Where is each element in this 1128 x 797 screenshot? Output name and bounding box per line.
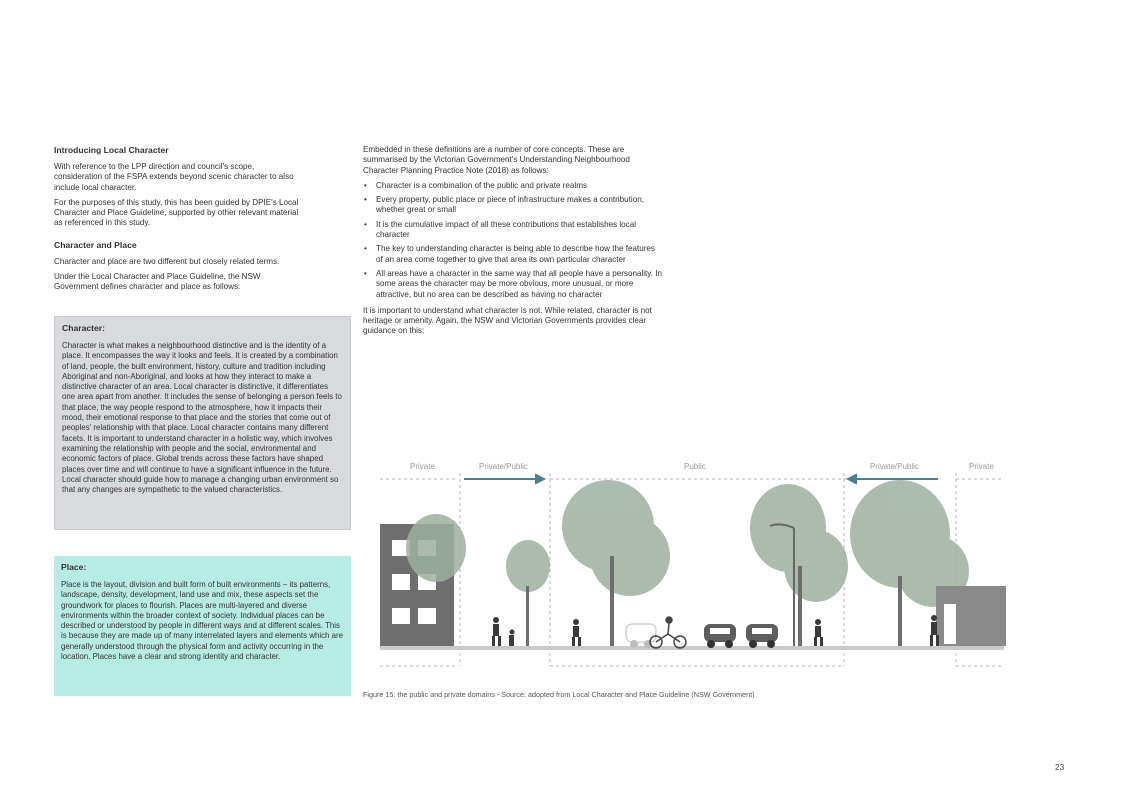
place-box-title: Place: [61,562,87,572]
label-private-public-right: Private/Public [870,462,919,471]
list-item: • Every property, public place or piece of infrastructure makes a contribution, whether great or small [363,195,663,216]
list-item: • All areas have a character in the same way that all people have a personality. In some areas the character may be more obvious, more unusual, or more attractive, but no area can be described as having no character [363,269,663,300]
label-private-public-left: Private/Public [479,462,528,471]
place-box-body: Place is the layout, division and built form of built environments – its patterns, landscape, density, development, land use and mix, these aspects set the groundwork for places to flourish. Places are multi-layered and diverse environments within the broader context of society. Individual places can be described or understood by people in different ways and at different scales. This is because they are made up of many interrelated layers and elements which are generally understood through the physical form and activity occurring in the location. Places have a clear and strong identity and character. [61,580,344,662]
ground-line [380,646,1004,650]
figure-caption: Figure 15: the public and private domains - Source: adopted from Local Character and Place Guideline (NSW Government) [363,690,755,699]
label-public: Public [684,462,706,471]
label-private-left: Private [410,462,435,471]
building-right [936,586,1006,646]
street-section-figure [378,456,1006,671]
cars [626,624,778,648]
cp-paragraph-1: Character and place are two different but closely related terms. [54,256,280,266]
heading-introducing-local-character: Introducing Local Character [54,145,169,155]
place-definition-box [54,556,351,696]
character-box-title: Character: [62,323,105,333]
core-concepts-list [363,181,663,300]
street-section-illustration [378,456,1006,671]
heading-character-and-place: Character and Place [54,239,137,250]
middle-column [363,145,663,342]
character-box-body: Character is what makes a neighbourhood distinctive and is the identity of a place. It encompasses the way it looks and feels. It is created by a combination of land, people, the built environment, history, culture and tradition including Aboriginal and non-Aboriginal, and looks at how they interact to make a distinctive character of an area. Local character is distinctive, it differentiates one area apart from another. It includes the sense of belonging a person feels to that place, the way people respond to the atmosphere, how it impacts their mood, their emotional response to that place and the stories that come out of peoples' relationship with that place. Local character contains many different facets. It is important to understand character in a holistic way, which involves examining the relationship with people and the social, environmental and economic factors of place. Global trends across these factors have shaped places over time and will continue to have a significant influence in the future. Local character should guide how to manage a changing urban environment so that any changes are sympathetic to the valued characteristics. [62,341,342,495]
cp-paragraph-2: Under the Local Character and Place Guideline, the NSW Government defines character and place as follows: [54,272,261,292]
intro-paragraph-1: With reference to the LPP direction and council's scope, consideration of the FSPA extends beyond scenic character to also include local character. [54,162,294,192]
list-item: • It is the cumulative impact of all these contributions that establishes local character [363,220,663,241]
concepts-intro: Embedded in these definitions are a number of core concepts. These are summarised by the Victorian Government's Understanding Neighbourhood Character Planning Practice Note (2018) as follows: [363,145,630,175]
trees [406,480,969,607]
list-item: • The key to understanding character is being able to describe how the features of an area come together to give that area its own particular character [363,244,663,265]
character-definition-box [54,316,351,530]
left-column [54,145,304,298]
label-private-right: Private [969,462,994,471]
concepts-closing: It is important to understand what character is not. While related, character is not heritage or amenity. Again, the NSW and Victorian Governments provides clear guidance on this: [363,305,652,336]
page-number: 23 [1055,762,1065,772]
list-item: • Character is a combination of the public and private realms [363,181,663,191]
intro-paragraph-2: For the purposes of this study, this has been guided by DPIE's Local Character and Place Guideline, supported by other relevant material as referenced in this study. [54,197,299,228]
